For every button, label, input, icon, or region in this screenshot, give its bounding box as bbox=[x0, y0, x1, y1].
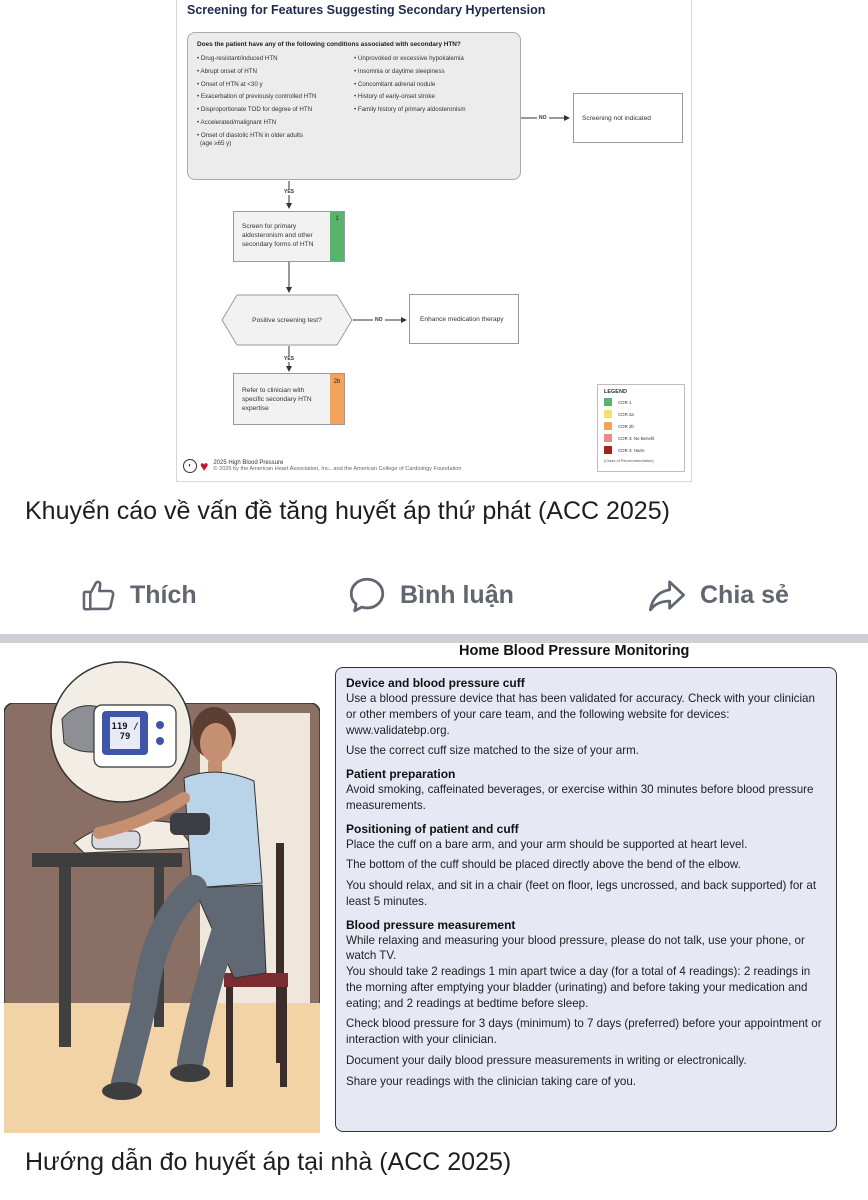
post-caption-2: Hướng dẫn đo huyết áp tại nhà (ACC 2025) bbox=[25, 1148, 512, 1176]
legend-title: LEGEND bbox=[604, 389, 627, 395]
section-paragraph: You should take 2 readings 1 min apart twice a day (for a total of 4 readings): 2 readings in the morning after emptying your bladder (urinating) and before taking your medication and eating; and 2 readings at bedtime before sleep. bbox=[346, 965, 811, 1010]
aha-heart-icon: ♥ bbox=[200, 458, 209, 474]
condition-item: • Onset of HTN at <30 y bbox=[197, 80, 263, 88]
share-arrow-icon bbox=[646, 574, 688, 616]
acc-logo-icon: ◐ bbox=[183, 459, 197, 473]
condition-item: • Exacerbation of previously controlled HTN bbox=[197, 93, 317, 101]
condition-item: • Drug-resistant/induced HTN bbox=[197, 55, 278, 62]
no-label: NO bbox=[375, 317, 383, 323]
condition-item: • Onset of diastolic HTN in older adults bbox=[197, 131, 304, 139]
legend bbox=[597, 384, 685, 472]
section-heading: Patient preparation bbox=[346, 767, 456, 782]
post-caption-1: Khuyến cáo về vấn đề tăng huyết áp thứ phát (ACC 2025) bbox=[25, 497, 670, 525]
thumbs-up-icon bbox=[80, 576, 118, 614]
footer-title: 2025 High Blood Pressure bbox=[213, 460, 284, 466]
bp-section bbox=[346, 767, 826, 814]
cor-badge: 1 bbox=[330, 212, 344, 261]
section-heading: Blood pressure measurement bbox=[346, 917, 516, 932]
condition-item: • Unprovoked or excessive hypokalemia bbox=[354, 55, 464, 62]
post-divider bbox=[0, 634, 868, 643]
refer-box-text: Refer to clinician with specific secondary HTN expertise bbox=[242, 387, 312, 413]
legend-item: COR 3: Harm bbox=[604, 446, 678, 454]
share-button[interactable] bbox=[646, 570, 789, 620]
legend-item: COR 1 bbox=[604, 398, 678, 406]
legend-item: COR 2b bbox=[604, 422, 678, 430]
legend-item: COR 2a bbox=[604, 410, 678, 418]
section-paragraph: Avoid smoking, caffeinated beverages, or exercise within 30 minutes before blood pressure measurements. bbox=[346, 783, 814, 812]
section-paragraph: Share your readings with the clinician taking care of you. bbox=[346, 1074, 637, 1088]
yes-label: YES bbox=[284, 189, 295, 195]
screen-box-text: Screen for primary aldosteronism and other secondary forms of HTN bbox=[242, 223, 314, 249]
condition-item: • History of early-onset stroke bbox=[354, 93, 435, 101]
section-paragraph: Check blood pressure for 3 days (minimum) to 7 days (preferred) before your appointment or interaction with your clinician. bbox=[346, 1017, 822, 1047]
footer-copyright: © 2025 by the American Heart Association, Inc., and the American College of Cardiology Foundation bbox=[213, 466, 462, 472]
like-button[interactable] bbox=[80, 570, 197, 620]
flowchart-title: Screening for Features Suggesting Secondary Hypertension bbox=[187, 3, 546, 17]
flowchart-image[interactable] bbox=[176, 0, 692, 482]
condition-item: • Accelerated/malignant HTN bbox=[197, 118, 277, 126]
bp-section bbox=[346, 918, 826, 1090]
section-paragraph: Document your daily blood pressure measurements in writing or electronically. bbox=[346, 1054, 747, 1068]
conditions-question: Does the patient have any of the following conditions associated with secondary HTN? bbox=[197, 41, 461, 48]
screening-not-indicated-box: Screening not indicated bbox=[573, 93, 683, 143]
section-paragraph: The bottom of the cuff should be placed directly above the bend of the elbow. bbox=[346, 858, 741, 872]
bp-monitor-readout: 119 / 79 bbox=[111, 722, 139, 742]
legend-item: COR 3: No Benefit bbox=[604, 434, 678, 442]
section-paragraph: While relaxing and measuring your blood pressure, please do not talk, use your phone, or watch TV. bbox=[346, 933, 805, 963]
post-action-bar bbox=[0, 570, 868, 620]
no-label: NO bbox=[539, 115, 547, 121]
condition-item: • Concomitant adrenal nodule bbox=[354, 80, 436, 88]
share-label: Chia sẻ bbox=[700, 580, 789, 609]
section-paragraph: Place the cuff on a bare arm, and your arm should be supported at heart level. bbox=[346, 837, 748, 851]
section-paragraph: Use a blood pressure device that has been validated for accuracy. Check with your clinician or other members of your care team, and the following website for devices: www.validatebp.org. bbox=[346, 692, 815, 737]
condition-item: • Abrupt onset of HTN bbox=[197, 67, 257, 75]
flowchart-footer bbox=[183, 459, 462, 473]
condition-item: • Disproportionate TOD for degree of HTN bbox=[197, 106, 313, 114]
section-heading: Device and blood pressure cuff bbox=[346, 676, 525, 690]
refer-box bbox=[233, 373, 345, 425]
screen-box bbox=[233, 211, 345, 262]
condition-item: • Insomnia or daytime sleepiness bbox=[354, 67, 445, 75]
decision-text: Positive screening test? bbox=[252, 316, 322, 324]
condition-item: (age ≥65 y) bbox=[200, 139, 232, 147]
section-paragraph: Use the correct cuff size matched to the size of your arm. bbox=[346, 744, 639, 758]
condition-item: • Family history of primary aldosteronism bbox=[354, 106, 466, 114]
like-label: Thích bbox=[130, 580, 197, 609]
comment-bubble-icon bbox=[346, 574, 388, 616]
bp-monitoring-image[interactable] bbox=[0, 643, 868, 1136]
yes-label: YES bbox=[284, 356, 295, 362]
enhance-therapy-box: Enhance medication therapy bbox=[409, 294, 519, 344]
section-heading: Positioning of patient and cuff bbox=[346, 821, 519, 836]
comment-button[interactable] bbox=[346, 570, 514, 620]
section-paragraph: You should relax, and sit in a chair (feet on floor, legs uncrossed, and back supported) for at least 5 minutes. bbox=[346, 879, 817, 908]
cor-badge: 2b bbox=[330, 374, 344, 424]
bp-title: Home Blood Pressure Monitoring bbox=[459, 643, 690, 659]
comment-label: Bình luận bbox=[400, 580, 514, 609]
legend-footnote: (Class of Recommendation) bbox=[604, 458, 654, 463]
bp-section bbox=[346, 676, 826, 759]
bp-instructions-panel bbox=[335, 667, 837, 1132]
bp-section bbox=[346, 822, 826, 910]
